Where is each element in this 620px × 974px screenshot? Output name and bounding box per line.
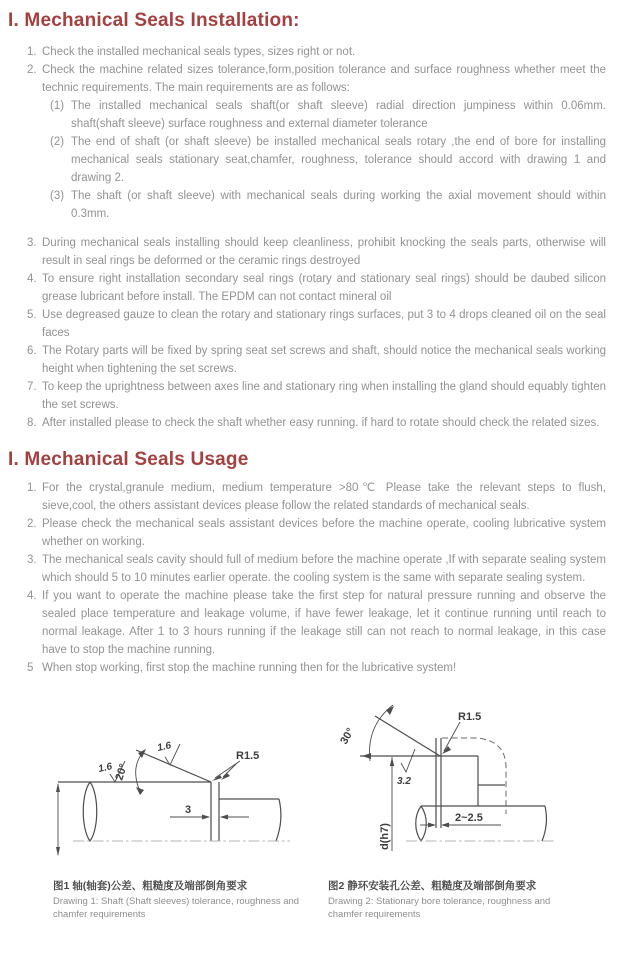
figure-2: [308, 704, 608, 921]
subitem-number: (2): [50, 136, 65, 148]
list-item: [27, 61, 606, 97]
item-text: When stop working, first stop the machine running then for the lubricative system!: [42, 662, 457, 674]
subitem-text: The end of shaft (or shaft sleeve) be installed mechanical seals rotary ,the end of bore for installing mechanical seals stationary seat,chamfer, roughness, tolerance should accord with drawing 1 and drawing 2.: [71, 136, 606, 184]
item-text: Please check the mechanical seals assistant devices before the machine operate, cooling lubricative system whether on working.: [42, 518, 606, 548]
radius-leader: [444, 722, 460, 751]
fig1-roughness2-label: 1.6: [156, 740, 173, 754]
arrowheads: [56, 749, 230, 856]
fig1-radius-label: R1.5: [236, 750, 260, 762]
list-item: [27, 479, 606, 515]
shaft-break-lens: [416, 806, 427, 841]
item-number: 4.: [27, 273, 37, 285]
list-item: [27, 306, 606, 342]
list-item: [27, 414, 606, 432]
installation-section-title: I. Mechanical Seals Installation:: [8, 10, 300, 31]
item-text: To keep the uprightness between axes line and stationary ring when installing the gland should equably tighten the set screws.: [42, 381, 606, 411]
item-number: 2.: [27, 518, 37, 530]
usage-list: [8, 479, 606, 677]
item-text: During mechanical seals installing should keep cleanliness, prohibit knocking the seals parts, otherwise will result in seal rings be deformed or the ceramic rings destroyed: [42, 237, 606, 267]
item-text: The Rotary parts will be fixed by spring seat set screws and shaft, should notice the mechanical seals working height when tightening the set screws.: [42, 345, 606, 375]
figure2-caption-en: Drawing 2: Stationary bore tolerance, roughness and chamfer requirements: [328, 896, 551, 920]
roughness-symbol: [401, 749, 415, 772]
fig2-diameter-label: d(h7): [379, 823, 391, 850]
list-subitem: [50, 133, 606, 187]
stationary-bore-drawing: [318, 704, 608, 869]
list-item: [27, 587, 606, 659]
subitem-number: (3): [50, 190, 65, 202]
radius-leader-2: [223, 763, 237, 777]
item-number: 6.: [27, 345, 37, 357]
subitem-text: The shaft (or shaft sleeve) with mechanical seals during working the axial movement should within 0.3mm.: [71, 190, 606, 220]
subitem-number: (1): [50, 100, 65, 112]
item-number: 3.: [27, 554, 37, 566]
chamfer-line: [375, 716, 440, 756]
figure-1: [18, 704, 308, 921]
fig2-radius-label: R1.5: [458, 711, 482, 723]
item-number: 4.: [27, 590, 37, 602]
item-number: 8.: [27, 417, 37, 429]
item-text: Use degreased gauze to clean the rotary and stationary rings surfaces, put 3 to 4 drops cleaned oil on the seal faces: [42, 309, 606, 339]
item-number: 3.: [27, 237, 37, 249]
fig1-angle-label: 20°: [113, 762, 130, 782]
item-number: 2.: [27, 64, 37, 76]
figure1-caption-cn: 图1 轴(轴套)公差、粗糙度及端部倒角要求: [53, 880, 248, 892]
list-item: [27, 43, 606, 61]
item-number: 5: [27, 662, 34, 674]
chamfer-line: [136, 750, 211, 782]
item-number: 5.: [27, 309, 37, 321]
shaft-right-break: [276, 799, 281, 841]
list-item: [27, 342, 606, 378]
list-item: [27, 659, 606, 677]
shaft-break-lens: [83, 782, 97, 841]
item-text: Check the machine related sizes tolerance,form,position tolerance and surface roughness whether meet the technic requirements. The main requirements are as follows:: [42, 64, 606, 94]
gland-dashed-outline: [442, 738, 506, 814]
subitem-text: The installed mechanical seals shaft(or shaft sleeve) radial direction jumpiness within 0.06mm. shaft(shaft sleeve) surface roughness and external diameter tolerance: [71, 100, 606, 130]
shaft-drawing: [18, 704, 308, 869]
fig2-roughness-label: 3.2: [397, 776, 411, 787]
list-item: [27, 234, 606, 270]
figure2-caption-cn: 图2 静环安装孔公差、粗糙度及端部倒角要求: [328, 880, 537, 892]
figures-row: [8, 704, 606, 921]
item-number: 1.: [27, 46, 37, 58]
list-subitem: [50, 187, 606, 223]
fig1-width-label: 3: [185, 804, 192, 816]
item-text: To ensure right installation secondary seal rings (rotary and stationary seal rings) should be daubed silicon grease lubricant before install. The EPDM can not contact mineral oil: [42, 273, 606, 303]
item-text: The mechanical seals cavity should full of medium before the machine operate ,If with separate sealing system which should 5 to 10 minutes earlier operate. the cooling system is the same with separate sealing system.: [42, 554, 606, 584]
item-text: For the crystal,granule medium, medium temperature >80℃ Please take the relevant steps to flush, sieve,cool, the others assistant devices please follow the related standards of mechanical seals.: [42, 482, 606, 512]
fig1-roughness1-label: 1.6: [97, 761, 114, 775]
list-subitem: [50, 97, 606, 133]
fig2-angle-label: 30°: [338, 726, 357, 747]
installation-list: [8, 43, 606, 432]
fig2-depth-label: 2~2.5: [455, 812, 483, 824]
item-text: After installed please to check the shaft whether easy running. if hard to rotate should check the related sizes.: [42, 417, 600, 429]
usage-section-title: I. Mechanical Seals Usage: [8, 449, 249, 470]
item-text: If you want to operate the machine please take the first step for natural pressure running and observe the sealed place temperature and leakage volume, if have fewer leakage, let it continue running until reach to normal leakage. After 1 to 3 hours running if the leakage still can not reach to normal leakage, in this case have to stop the machine running.: [42, 590, 606, 656]
list-item: [27, 551, 606, 587]
list-item: [27, 270, 606, 306]
figure1-caption-en: Drawing 1: Shaft (Shaft sleeves) tolerance, roughness and chamfer requirements: [53, 896, 300, 920]
list-item: [27, 515, 606, 551]
item-number: 1.: [27, 482, 37, 494]
list-item: [27, 378, 606, 414]
item-text: Check the installed mechanical seals types, sizes right or not.: [42, 46, 356, 58]
item-number: 7.: [27, 381, 37, 393]
arrowheads: [362, 706, 451, 828]
shaft-right-break: [542, 806, 546, 841]
